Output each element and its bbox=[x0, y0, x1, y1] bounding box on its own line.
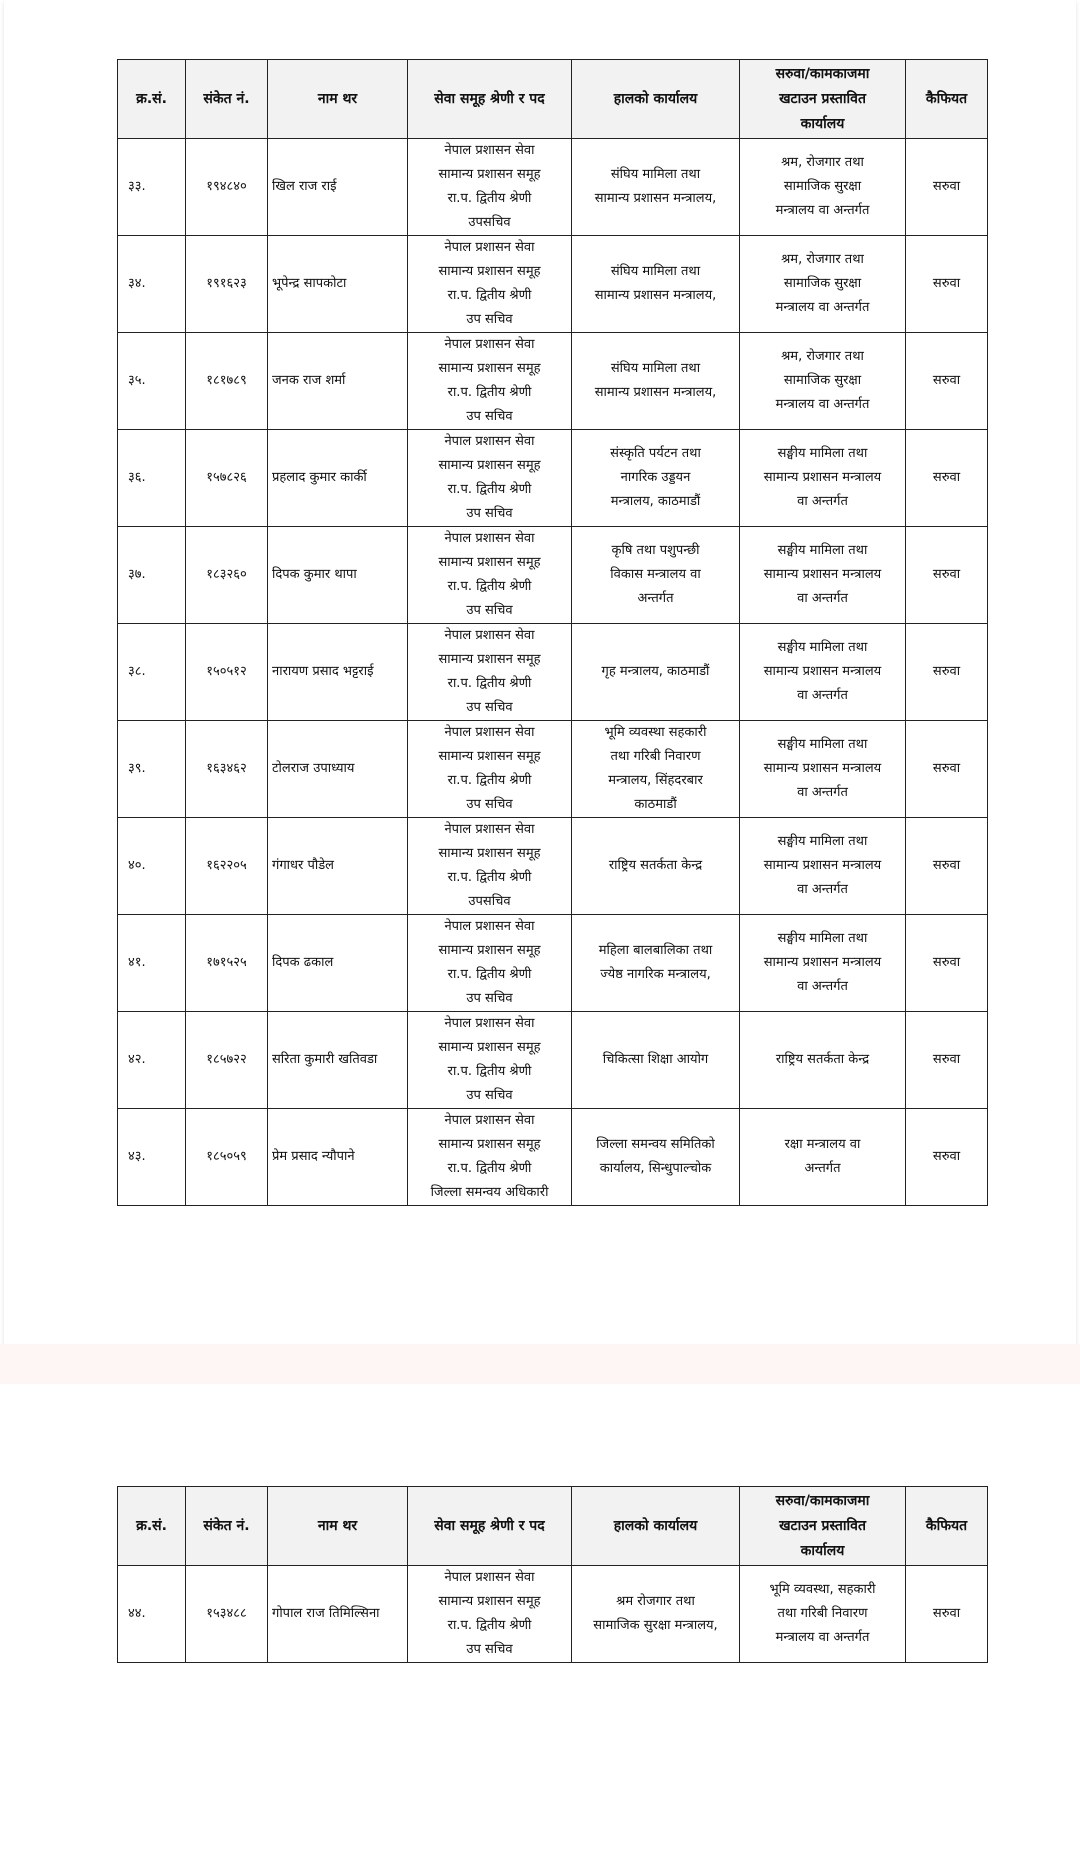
cell-code: १६३४६२ bbox=[186, 721, 268, 818]
cell-proposed-office-line: सामान्य प्रशासन मन्त्रालय bbox=[763, 955, 882, 970]
cell-sn: ३९. bbox=[118, 721, 186, 818]
table-header bbox=[118, 60, 988, 139]
header-name: नाम थर bbox=[268, 1487, 408, 1566]
cell-service bbox=[408, 818, 572, 915]
cell-service-line: उप सचिव bbox=[466, 700, 513, 715]
header-proposed-line: खटाउन प्रस्तावित bbox=[779, 90, 866, 107]
cell-code: १५७८२६ bbox=[186, 430, 268, 527]
cell-service bbox=[408, 1012, 572, 1109]
cell-current-office-line: भूमि व्यवस्था सहकारी bbox=[604, 725, 707, 740]
cell-code: १८१७८९ bbox=[186, 333, 268, 430]
header-current-office: हालको कार्यालय bbox=[572, 60, 740, 139]
cell-current-office-line: मन्त्रालय, काठमाडौं bbox=[610, 494, 701, 509]
cell-proposed-office-line: सङ्घीय मामिला तथा bbox=[777, 640, 868, 655]
cell-proposed-office bbox=[740, 1109, 906, 1206]
cell-service-line: रा.प. द्वितीय श्रेणी bbox=[447, 1161, 532, 1176]
cell-proposed-office bbox=[740, 1566, 906, 1663]
cell-remarks: सरुवा bbox=[906, 818, 988, 915]
cell-sn: ३४. bbox=[118, 236, 186, 333]
cell-current-office-line: राष्ट्रिय सतर्कता केन्द्र bbox=[608, 858, 703, 873]
cell-proposed-office-line: सङ्घीय मामिला तथा bbox=[777, 543, 868, 558]
cell-service-line: उपसचिव bbox=[468, 894, 511, 909]
cell-service-line: रा.प. द्वितीय श्रेणी bbox=[447, 1618, 532, 1633]
cell-service-line: नेपाल प्रशासन सेवा bbox=[444, 822, 535, 837]
cell-proposed-office-line: मन्त्रालय वा अन्तर्गत bbox=[775, 203, 870, 218]
cell-current-office-line: सामान्य प्रशासन मन्त्रालय, bbox=[594, 288, 717, 303]
header-service: सेवा समूह श्रेणी र पद bbox=[408, 1487, 572, 1566]
cell-proposed-office-line: भूमि व्यवस्था, सहकारी bbox=[769, 1582, 876, 1597]
cell-service-line: नेपाल प्रशासन सेवा bbox=[444, 725, 535, 740]
cell-current-office-line: सामाजिक सुरक्षा मन्त्रालय, bbox=[593, 1618, 718, 1633]
cell-remarks: सरुवा bbox=[906, 624, 988, 721]
header-proposed-office bbox=[740, 60, 906, 139]
cell-sn: ३३. bbox=[118, 139, 186, 236]
cell-name: भूपेन्द्र सापकोटा bbox=[268, 236, 408, 333]
table-row bbox=[118, 818, 988, 915]
cell-service bbox=[408, 139, 572, 236]
cell-service-line: जिल्ला समन्वय अधिकारी bbox=[430, 1185, 549, 1200]
cell-sn: ४०. bbox=[118, 818, 186, 915]
table-body bbox=[118, 139, 988, 1206]
cell-remarks: सरुवा bbox=[906, 1109, 988, 1206]
table-row bbox=[118, 1566, 988, 1663]
cell-current-office-line: कार्यालय, सिन्धुपाल्चोक bbox=[599, 1161, 712, 1176]
cell-service-line: नेपाल प्रशासन सेवा bbox=[444, 337, 535, 352]
cell-service bbox=[408, 1109, 572, 1206]
header-proposed-line: सरुवा/कामकाजमा bbox=[775, 65, 870, 82]
cell-service bbox=[408, 333, 572, 430]
cell-service-line: रा.प. द्वितीय श्रेणी bbox=[447, 773, 532, 788]
cell-service bbox=[408, 721, 572, 818]
cell-current-office bbox=[572, 1109, 740, 1206]
cell-service-line: सामान्य प्रशासन समूह bbox=[438, 749, 541, 764]
cell-current-office-line: चिकित्सा शिक्षा आयोग bbox=[602, 1052, 709, 1067]
cell-current-office-line: जिल्ला समन्वय समितिको bbox=[596, 1137, 715, 1152]
cell-service-line: सामान्य प्रशासन समूह bbox=[438, 361, 541, 376]
cell-proposed-office-line: मन्त्रालय वा अन्तर्गत bbox=[775, 397, 870, 412]
header-remarks: कैफियत bbox=[906, 60, 988, 139]
cell-current-office bbox=[572, 236, 740, 333]
page-separator bbox=[0, 1344, 1080, 1384]
cell-service-line: सामान्य प्रशासन समूह bbox=[438, 846, 541, 861]
cell-remarks: सरुवा bbox=[906, 430, 988, 527]
header-proposed-line: कार्यालय bbox=[800, 115, 845, 132]
cell-current-office bbox=[572, 721, 740, 818]
cell-proposed-office-line: सङ्घीय मामिला तथा bbox=[777, 446, 868, 461]
cell-remarks: सरुवा bbox=[906, 1566, 988, 1663]
cell-service bbox=[408, 527, 572, 624]
transfer-table-continued bbox=[117, 1486, 988, 1663]
cell-service-line: सामान्य प्रशासन समूह bbox=[438, 1137, 541, 1152]
cell-proposed-office bbox=[740, 721, 906, 818]
cell-current-office bbox=[572, 430, 740, 527]
cell-name: नारायण प्रसाद भट्टराई bbox=[268, 624, 408, 721]
cell-remarks: सरुवा bbox=[906, 139, 988, 236]
cell-service-line: उप सचिव bbox=[466, 603, 513, 618]
cell-remarks: सरुवा bbox=[906, 527, 988, 624]
cell-name: दिपक कुमार थापा bbox=[268, 527, 408, 624]
cell-proposed-office-line: रक्षा मन्त्रालय वा bbox=[784, 1137, 861, 1152]
cell-service-line: सामान्य प्रशासन समूह bbox=[438, 167, 541, 182]
cell-proposed-office-line: मन्त्रालय वा अन्तर्गत bbox=[775, 1630, 870, 1645]
cell-remarks: सरुवा bbox=[906, 721, 988, 818]
cell-proposed-office-line: श्रम, रोजगार तथा bbox=[781, 349, 864, 364]
cell-service-line: सामान्य प्रशासन समूह bbox=[438, 264, 541, 279]
table-body bbox=[118, 1566, 988, 1663]
cell-name: दिपक ढकाल bbox=[268, 915, 408, 1012]
cell-proposed-office-line: सामान्य प्रशासन मन्त्रालय bbox=[763, 761, 882, 776]
cell-name: गोपाल राज तिमिल्सिना bbox=[268, 1566, 408, 1663]
cell-proposed-office-line: सङ्घीय मामिला तथा bbox=[777, 737, 868, 752]
table-row bbox=[118, 721, 988, 818]
cell-service-line: उपसचिव bbox=[468, 215, 511, 230]
table-row bbox=[118, 333, 988, 430]
cell-code: १९१६२३ bbox=[186, 236, 268, 333]
table-header bbox=[118, 1487, 988, 1566]
cell-proposed-office-line: श्रम, रोजगार तथा bbox=[781, 252, 864, 267]
cell-proposed-office-line: वा अन्तर्गत bbox=[797, 882, 848, 897]
cell-code: १९४८४० bbox=[186, 139, 268, 236]
cell-service-line: सामान्य प्रशासन समूह bbox=[438, 943, 541, 958]
cell-service-line: सामान्य प्रशासन समूह bbox=[438, 458, 541, 473]
cell-service bbox=[408, 1566, 572, 1663]
cell-proposed-office bbox=[740, 915, 906, 1012]
cell-service-line: रा.प. द्वितीय श्रेणी bbox=[447, 385, 532, 400]
cell-proposed-office-line: वा अन्तर्गत bbox=[797, 688, 848, 703]
cell-service bbox=[408, 430, 572, 527]
cell-current-office bbox=[572, 1012, 740, 1109]
cell-service-line: नेपाल प्रशासन सेवा bbox=[444, 143, 535, 158]
cell-service-line: उप सचिव bbox=[466, 409, 513, 424]
table-row bbox=[118, 236, 988, 333]
cell-code: १७१५२५ bbox=[186, 915, 268, 1012]
cell-current-office-line: गृह मन्त्रालय, काठमाडौं bbox=[601, 664, 710, 679]
header-sn: क्र.सं. bbox=[118, 1487, 186, 1566]
cell-remarks: सरुवा bbox=[906, 1012, 988, 1109]
cell-service-line: नेपाल प्रशासन सेवा bbox=[444, 240, 535, 255]
table-row bbox=[118, 1012, 988, 1109]
cell-service-line: रा.प. द्वितीय श्रेणी bbox=[447, 967, 532, 982]
cell-proposed-office bbox=[740, 624, 906, 721]
cell-service-line: उप सचिव bbox=[466, 991, 513, 1006]
cell-service bbox=[408, 624, 572, 721]
table-row bbox=[118, 624, 988, 721]
cell-proposed-office-line: सामान्य प्रशासन मन्त्रालय bbox=[763, 858, 882, 873]
document-page-2 bbox=[4, 1384, 1076, 1861]
header-remarks: कैफियत bbox=[906, 1487, 988, 1566]
header-proposed-line: खटाउन प्रस्तावित bbox=[779, 1517, 866, 1534]
cell-current-office-line: तथा गरिबी निवारण bbox=[610, 749, 701, 764]
cell-name: प्रेम प्रसाद न्यौपाने bbox=[268, 1109, 408, 1206]
header-proposed-line: सरुवा/कामकाजमा bbox=[775, 1492, 870, 1509]
table-row bbox=[118, 139, 988, 236]
cell-proposed-office bbox=[740, 818, 906, 915]
cell-service-line: उप सचिव bbox=[466, 312, 513, 327]
cell-proposed-office bbox=[740, 1012, 906, 1109]
cell-current-office-line: सामान्य प्रशासन मन्त्रालय, bbox=[594, 385, 717, 400]
cell-service-line: सामान्य प्रशासन समूह bbox=[438, 1594, 541, 1609]
cell-code: १८५७२२ bbox=[186, 1012, 268, 1109]
cell-proposed-office-line: अन्तर्गत bbox=[804, 1161, 841, 1176]
cell-proposed-office-line: श्रम, रोजगार तथा bbox=[781, 155, 864, 170]
header-code: संकेत नं. bbox=[186, 1487, 268, 1566]
cell-proposed-office-line: सामाजिक सुरक्षा bbox=[783, 179, 862, 194]
cell-proposed-office bbox=[740, 333, 906, 430]
cell-proposed-office bbox=[740, 236, 906, 333]
cell-proposed-office bbox=[740, 430, 906, 527]
cell-remarks: सरुवा bbox=[906, 236, 988, 333]
cell-proposed-office-line: वा अन्तर्गत bbox=[797, 591, 848, 606]
cell-code: १६२२०५ bbox=[186, 818, 268, 915]
cell-code: १८३२६० bbox=[186, 527, 268, 624]
cell-proposed-office-line: सामान्य प्रशासन मन्त्रालय bbox=[763, 470, 882, 485]
cell-current-office-line: नागरिक उड्डयन bbox=[620, 470, 691, 485]
cell-remarks: सरुवा bbox=[906, 915, 988, 1012]
cell-sn: ४४. bbox=[118, 1566, 186, 1663]
cell-current-office-line: संघिय मामिला तथा bbox=[610, 167, 701, 182]
header-current-office: हालको कार्यालय bbox=[572, 1487, 740, 1566]
cell-current-office-line: श्रम रोजगार तथा bbox=[616, 1594, 695, 1609]
cell-proposed-office bbox=[740, 139, 906, 236]
cell-current-office bbox=[572, 333, 740, 430]
cell-service-line: सामान्य प्रशासन समूह bbox=[438, 1040, 541, 1055]
cell-proposed-office-line: वा अन्तर्गत bbox=[797, 494, 848, 509]
table-row bbox=[118, 430, 988, 527]
cell-proposed-office-line: वा अन्तर्गत bbox=[797, 785, 848, 800]
header-proposed-line: कार्यालय bbox=[800, 1542, 845, 1559]
cell-proposed-office-line: तथा गरिबी निवारण bbox=[777, 1606, 868, 1621]
cell-service-line: रा.प. द्वितीय श्रेणी bbox=[447, 1064, 532, 1079]
cell-service-line: रा.प. द्वितीय श्रेणी bbox=[447, 482, 532, 497]
cell-service-line: उप सचिव bbox=[466, 1642, 513, 1657]
cell-sn: ४१. bbox=[118, 915, 186, 1012]
document-page-1 bbox=[4, 0, 1076, 1344]
cell-code: १८५०५९ bbox=[186, 1109, 268, 1206]
cell-proposed-office-line: सङ्घीय मामिला तथा bbox=[777, 834, 868, 849]
cell-proposed-office-line: वा अन्तर्गत bbox=[797, 979, 848, 994]
cell-name: प्रहलाद कुमार कार्की bbox=[268, 430, 408, 527]
cell-service-line: रा.प. द्वितीय श्रेणी bbox=[447, 191, 532, 206]
cell-service-line: नेपाल प्रशासन सेवा bbox=[444, 628, 535, 643]
cell-current-office-line: ज्येष्ठ नागरिक मन्त्रालय, bbox=[600, 967, 711, 982]
cell-sn: ३५. bbox=[118, 333, 186, 430]
cell-remarks: सरुवा bbox=[906, 333, 988, 430]
cell-sn: ३७. bbox=[118, 527, 186, 624]
header-sn: क्र.सं. bbox=[118, 60, 186, 139]
cell-service-line: सामान्य प्रशासन समूह bbox=[438, 652, 541, 667]
cell-current-office-line: कृषि तथा पशुपन्छी bbox=[611, 543, 700, 558]
cell-service-line: रा.प. द्वितीय श्रेणी bbox=[447, 579, 532, 594]
cell-sn: ३६. bbox=[118, 430, 186, 527]
cell-current-office bbox=[572, 139, 740, 236]
header-name: नाम थर bbox=[268, 60, 408, 139]
cell-proposed-office bbox=[740, 527, 906, 624]
cell-current-office-line: संस्कृति पर्यटन तथा bbox=[610, 446, 701, 461]
cell-current-office-line: मन्त्रालय, सिंहदरबार bbox=[608, 773, 703, 788]
cell-service-line: उप सचिव bbox=[466, 1088, 513, 1103]
cell-code: १५०५१२ bbox=[186, 624, 268, 721]
cell-proposed-office-line: सामान्य प्रशासन मन्त्रालय bbox=[763, 664, 882, 679]
table-row bbox=[118, 527, 988, 624]
cell-service bbox=[408, 236, 572, 333]
table-row bbox=[118, 915, 988, 1012]
cell-current-office bbox=[572, 818, 740, 915]
cell-current-office-line: संघिय मामिला तथा bbox=[610, 361, 701, 376]
cell-proposed-office-line: सामाजिक सुरक्षा bbox=[783, 373, 862, 388]
cell-service-line: नेपाल प्रशासन सेवा bbox=[444, 1113, 535, 1128]
cell-sn: ४२. bbox=[118, 1012, 186, 1109]
cell-current-office-line: महिला बालबालिका तथा bbox=[598, 943, 713, 958]
cell-service-line: नेपाल प्रशासन सेवा bbox=[444, 1570, 535, 1585]
cell-service-line: रा.प. द्वितीय श्रेणी bbox=[447, 870, 532, 885]
cell-service-line: नेपाल प्रशासन सेवा bbox=[444, 1016, 535, 1031]
cell-current-office-line: काठमाडौं bbox=[634, 797, 677, 812]
cell-service-line: उप सचिव bbox=[466, 797, 513, 812]
cell-name: गंगाधर पौडेल bbox=[268, 818, 408, 915]
cell-proposed-office-line: सामान्य प्रशासन मन्त्रालय bbox=[763, 567, 882, 582]
table-row bbox=[118, 1109, 988, 1206]
cell-service-line: नेपाल प्रशासन सेवा bbox=[444, 434, 535, 449]
cell-name: जनक राज शर्मा bbox=[268, 333, 408, 430]
cell-proposed-office-line: सङ्घीय मामिला तथा bbox=[777, 931, 868, 946]
cell-code: १५३४८८ bbox=[186, 1566, 268, 1663]
cell-current-office bbox=[572, 915, 740, 1012]
cell-service-line: रा.प. द्वितीय श्रेणी bbox=[447, 288, 532, 303]
cell-service bbox=[408, 915, 572, 1012]
header-proposed-office bbox=[740, 1487, 906, 1566]
header-service: सेवा समूह श्रेणी र पद bbox=[408, 60, 572, 139]
cell-name: सरिता कुमारी खतिवडा bbox=[268, 1012, 408, 1109]
transfer-table bbox=[117, 59, 988, 1206]
cell-service-line: सामान्य प्रशासन समूह bbox=[438, 555, 541, 570]
cell-proposed-office-line: राष्ट्रिय सतर्कता केन्द्र bbox=[775, 1052, 870, 1067]
cell-name: टोलराज उपाध्याय bbox=[268, 721, 408, 818]
cell-current-office bbox=[572, 527, 740, 624]
cell-sn: ३८. bbox=[118, 624, 186, 721]
cell-current-office-line: सामान्य प्रशासन मन्त्रालय, bbox=[594, 191, 717, 206]
cell-current-office bbox=[572, 1566, 740, 1663]
cell-service-line: नेपाल प्रशासन सेवा bbox=[444, 531, 535, 546]
header-code: संकेत नं. bbox=[186, 60, 268, 139]
cell-current-office-line: संघिय मामिला तथा bbox=[610, 264, 701, 279]
cell-proposed-office-line: सामाजिक सुरक्षा bbox=[783, 276, 862, 291]
cell-service-line: नेपाल प्रशासन सेवा bbox=[444, 919, 535, 934]
cell-service-line: रा.प. द्वितीय श्रेणी bbox=[447, 676, 532, 691]
cell-service-line: उप सचिव bbox=[466, 506, 513, 521]
cell-current-office bbox=[572, 624, 740, 721]
cell-sn: ४३. bbox=[118, 1109, 186, 1206]
cell-current-office-line: विकास मन्त्रालय वा bbox=[610, 567, 701, 582]
cell-current-office-line: अन्तर्गत bbox=[637, 591, 674, 606]
cell-proposed-office-line: मन्त्रालय वा अन्तर्गत bbox=[775, 300, 870, 315]
cell-name: खिल राज राई bbox=[268, 139, 408, 236]
